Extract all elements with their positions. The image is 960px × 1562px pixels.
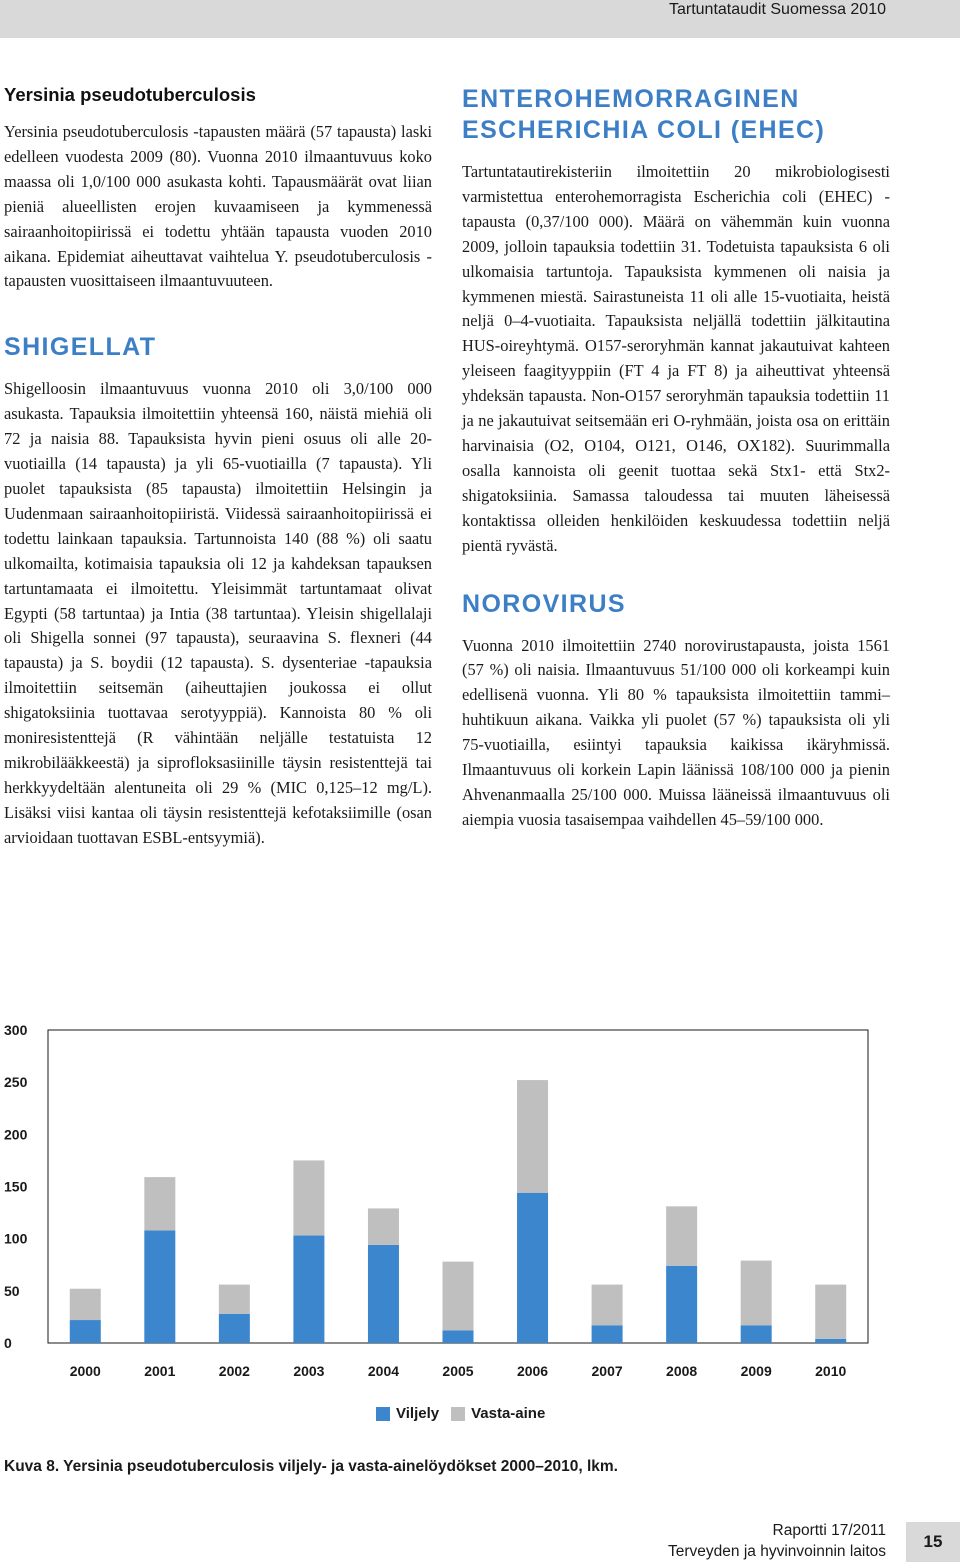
bar-vasta-aine-2006: [517, 1080, 548, 1193]
bar-viljely-2004: [368, 1245, 399, 1343]
running-title: Tartuntataudit Suomessa 2010: [668, 1, 886, 18]
bar-vasta-aine-2004: [368, 1208, 399, 1245]
x-tick-label-2007: 2007: [591, 1363, 623, 1379]
bar-viljely-2002: [219, 1314, 250, 1343]
x-tick-label-2003: 2003: [293, 1363, 325, 1379]
bar-viljely-2007: [592, 1325, 623, 1343]
figure-caption: Kuva 8. Yersinia pseudotuberculosis viljely- ja vasta-ainelöydökset 2000–2010, lkm.: [4, 1458, 618, 1475]
legend-label-viljely: Viljely: [396, 1405, 440, 1422]
x-tick-label-2006: 2006: [516, 1363, 549, 1379]
report-number: Raportti 17/2011: [772, 1522, 886, 1539]
bar-vasta-aine-2009: [741, 1261, 772, 1326]
y-tick-label-0: 0: [4, 1335, 12, 1351]
bar-vasta-aine-2002: [219, 1285, 250, 1314]
legend-swatch-viljely: [376, 1407, 390, 1421]
x-tick-label-2004: 2004: [367, 1363, 400, 1379]
y-tick-label-200: 200: [4, 1126, 28, 1143]
left-column: [4, 84, 432, 851]
bar-vasta-aine-2000: [70, 1289, 101, 1320]
bar-viljely-2010: [815, 1339, 846, 1343]
y-tick-label-150: 150: [4, 1178, 28, 1195]
y-tick-label-50: 50: [4, 1282, 20, 1299]
bar-viljely-2000: [70, 1320, 101, 1343]
shigellat-heading: SHIGELLAT: [4, 333, 157, 362]
ehec-heading: ENTEROHEMORRAGINEN ESCHERICHIA COLI (EHEC): [462, 85, 826, 144]
yersinia-heading: Yersinia pseudotuberculosis: [4, 84, 256, 105]
publisher-name: Terveyden ja hyvinvoinnin laitos: [668, 1543, 886, 1560]
x-tick-label-2005: 2005: [442, 1363, 474, 1379]
x-tick-label-2001: 2001: [144, 1363, 176, 1379]
bar-vasta-aine-2005: [443, 1262, 474, 1331]
running-header: [0, 0, 960, 38]
page-number: 15: [906, 1522, 960, 1562]
shigellat-paragraph: Shigelloosin ilmaantuvuus vuonna 2010 oli 3,0/100 000 asukasta. Tapauksia ilmoitettiin yhteensä 160, näistä miehiä oli 72 ja naisia 88. Tapauksista hyvin pieni osuus oli alle 20-vuotiailla (14 tapausta) ja yli 65-vuotiailla (7 tapausta). Yli puolet tapauksista (85 tapausta) ilmoitettiin Helsingin ja Uudenmaan sairaanhoitopiiristä. Viidessä sairaanhoitopiirissä ei todettu lainkaan tapauksia. Tartunnoista 140 (88 %) oli saatu ulkomailta, kotimaisia tapauksia oli 12 ja kahdeksan tapauksen tartuntamaata ei ilmoitettu. Yleisimmät tartuntamaat olivat Egypti (58 tartuntaa) ja Intia (38 tartuntaa). Yleisin shigellalaji oli Shigella sonnei (97 tapausta), seuraavina S. flexneri (44 tapausta) ja S. boydii (12 tapausta). S. dysenteriae -tapauksia ilmoitettiin seitsemän (aiheuttajien joukossa ei ollut shigatoksiinia tuottavaa serotyyppiä). Kannoista 80 % oli moniresistenttejä (R vähintään neljälle testatuista 12 mikrobilääkkeestä) ja siprofloksasiinille täysin resistenttejä tai herkkyydeltään alentuneita oli 29 % (MIC 0,125–12 mg/L). Lisäksi viisi kantaa oli täysin resistenttejä kefotaksiimille (osan arvioidaan tuottavan ESBL-entsyymiä).: [4, 379, 432, 847]
x-tick-label-2009: 2009: [740, 1363, 772, 1379]
norovirus-paragraph: Vuonna 2010 ilmoitettiin 2740 norovirustapausta, joista 1561 (57 %) oli naisia. Ilmaantuvuus 51/100 000 oli korkeampi kuin edellisenä vuonna. Yli 80 % tapauksista ilmoitettiin tammi–huhtikuun aikana. Vaikka yli puolet (57 %) tapauksista oli yli 75-vuotiailla, esiintyi tapauksia kaikissa ikäryhmissä. Ilmaantuvuus oli korkein Lapin läänissä 108/100 000 ja pienin Ahvenanmaalla 25/100 000. Muissa lääneissä ilmaantuvuus oli aiempia vuosia tasaisempaa vaihdellen 45–59/100 000.: [462, 635, 890, 829]
page-footer: [668, 1520, 886, 1562]
legend-item-vasta-aine: [451, 1405, 545, 1422]
bar-vasta-aine-2003: [293, 1160, 324, 1235]
bar-viljely-2006: [517, 1193, 548, 1343]
x-tick-label-2008: 2008: [666, 1363, 698, 1379]
yersinia-paragraph: Yersinia pseudotuberculosis -tapausten määrä (57 tapausta) laski edelleen vuodesta 2009 (80). Vuonna 2010 ilmaantuvuus koko maassa oli 1,0/100 000 asukasta kohti. Tapausmäärät ovat liian pieniä alueellisten erojen kuvaamiseen ja kymmenessä sairaanhoitopiirissä ei todettu yhtään tapausta vuoden 2010 aikana. Epidemiat aiheuttavat vaihtelua Y. pseudotuberculosis -tapausten vuosittaiseen ilmaantuvuuteen.: [4, 122, 432, 291]
bar-viljely-2005: [443, 1330, 474, 1343]
bar-vasta-aine-2007: [592, 1285, 623, 1326]
bar-viljely-2009: [741, 1325, 772, 1343]
x-tick-label-2000: 2000: [69, 1363, 101, 1379]
x-tick-label-2002: 2002: [218, 1363, 250, 1379]
y-tick-label-100: 100: [4, 1230, 28, 1247]
bar-viljely-2008: [666, 1266, 697, 1343]
yersinia-chart: [0, 1010, 960, 1450]
x-tick-label-2010: 2010: [815, 1363, 847, 1379]
ehec-paragraph: Tartuntatautirekisteriin ilmoitettiin 20 mikrobiologisesti varmistettua enterohemorragista Escherichia coli (EHEC) -tapausta (0,37/100 000). Määrä on vähemmän kuin vuonna 2009, jolloin tapauksia todettiin 31. Todetuista tapauksista 6 oli ulkomaisia tartuntoja. Tapauksista kymmenen oli naisia ja kymmenen miestä. Sairastuneista 11 oli alle 15-vuotiaita, heistä neljä 0–4-vuotiaita. Tapauksista neljällä todettiin jälkitautina HUS-oireyhtymä. O157-seroryhmän kannat jakautuivat kahteen yleiseen faagityyppiin (FT 4 ja FT 8) ja aiheuttivat yhteensä yhdeksän tapausta. Non-O157 seroryhmän tapauksia todettiin 11 ja ne jakautuivat seitsemään eri O-ryhmään, joista osa on erittäin harvinaisia (O2, O104, O121, O146, OX182). Suurimmalla osalla kannoista oli geenit tuottaa sekä Stx1- että Stx2-shigatoksiinia. Samassa taloudessa tai muuten läheisessä kontaktissa olleiden henkilöiden keskuudessa todettiin neljä pientä ryvästä.: [462, 162, 890, 555]
y-tick-label-250: 250: [4, 1074, 28, 1091]
legend-label-vasta-aine: Vasta-aine: [471, 1405, 546, 1422]
norovirus-heading: NOROVIRUS: [462, 589, 627, 618]
legend-swatch-vasta-aine: [451, 1407, 465, 1421]
legend-item-viljely: [376, 1405, 439, 1422]
bar-viljely-2001: [144, 1230, 175, 1343]
bar-viljely-2003: [293, 1236, 324, 1343]
bar-vasta-aine-2001: [144, 1177, 175, 1230]
bar-vasta-aine-2008: [666, 1206, 697, 1265]
y-tick-label-300: 300: [4, 1022, 28, 1038]
bar-vasta-aine-2010: [815, 1285, 846, 1339]
bar-chart: [0, 1010, 960, 1450]
right-column: [462, 84, 890, 833]
chart-legend: [376, 1405, 551, 1422]
